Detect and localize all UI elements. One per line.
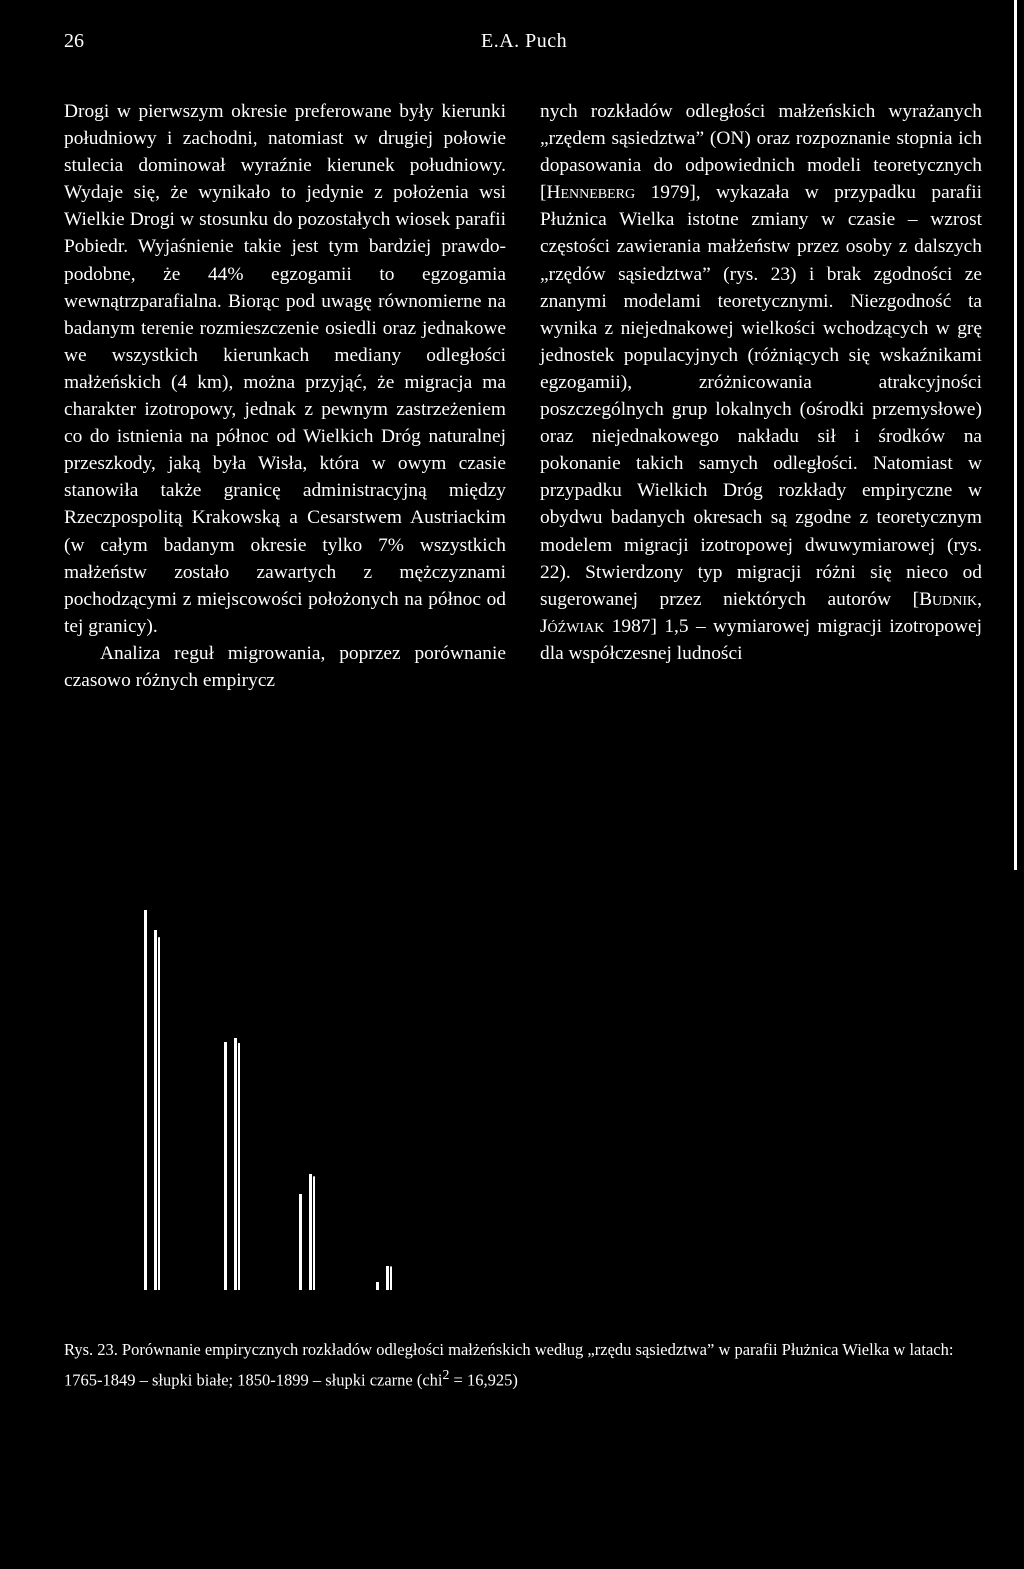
text-segment: 1987] 1,5 – wymiarowej migracji izotropowej dla współczesnej ludności xyxy=(540,615,982,664)
bar-white-2 xyxy=(299,1194,302,1290)
page-header xyxy=(0,30,1024,60)
bar-black-1 xyxy=(234,1038,237,1290)
bar-black-edge-0 xyxy=(158,937,160,1290)
text-segment: nych rozkładów odległości małżeńskich wyrażanych „rzędem sąsiedztwa” (ON) oraz rozpoznanie stopnia ich dopasowania do odpowiednich modeli teoretycznych [ xyxy=(540,101,982,204)
caption-label: Rys. 23. xyxy=(64,1340,118,1359)
page-edge-rule xyxy=(1014,0,1017,870)
caption-superscript: 2 xyxy=(442,1367,450,1382)
figure-bar-chart xyxy=(64,880,964,1300)
bar-black-edge-2 xyxy=(313,1176,315,1290)
running-head: E.A. Puch xyxy=(481,30,568,52)
figure-caption xyxy=(64,1337,976,1393)
bar-black-3 xyxy=(386,1266,389,1290)
caption-text-end: = 16,925) xyxy=(449,1370,518,1390)
paragraph-2: Analiza reguł migrowania, poprzez porównanie czasowo różnych empirycz xyxy=(64,642,506,691)
bar-black-2 xyxy=(309,1174,312,1290)
left-text-column xyxy=(64,98,506,694)
paragraph-1: Drogi w pierwszym okresie preferowane były kierunki południowy i zachodni, natomiast w drugiej połowie stulecia dominował wyraźnie kierunek południowy. Wydaje się, że wynikało to jedynie z położenia wsi Wielkie Drogi w stosunku do pozostałych wiosek parafii Pobiedr. Wyjaśnienie takie jest tym bardziej prawdopodobne, że 44% egzogamii to egzogamia wewnątrzparafialna. Biorąc pod uwagę równomierne na badanym terenie rozmieszczenie osiedli oraz jednakowe we wszystkich kierunkach mediany odległości małżeńskich (4 km), można przyjąć, że migracja ma charakter izotropowy, jednak z pewnym zastrzeżeniem co do istnienia na północ od Wielkich Dróg naturalnej przeszkody, jaką była Wisła, która w owym czasie stanowiła także granicę administracyjną między Rzeczpospolitą Krakowską a Cesarstwem Austriackim (w całym badanym okresie tylko 7% wszystkich małżeństw zostało zawartych z mężczyznami pochodzącymi z miejscowości położonych na północ od tej granicy). xyxy=(64,101,506,637)
bar-black-edge-3 xyxy=(390,1266,392,1290)
bar-white-1 xyxy=(224,1042,227,1290)
bar-black-0 xyxy=(154,930,157,1290)
text-segment: 1979], wykazała w przypadku parafii Płużnica Wielka istotne zmiany w czasie – wzrost częstości zawierania małżeństw przez osoby z dalszych „rzędów sąsiedztwa” (rys. 23) i brak zgodności ze znanymi modelami teoretycznymi. Niezgodność ta wynika z niejednakowej wielkości wchodzących w grę jednostek populacyjnych (różniących się wskaźnikami egzogamii), zróżnicowania atrakcyjności poszczególnych grup lokalnych (ośrodki przemysłowe) oraz niejednakowego nakładu sił i środków na pokonanie takich samych odległości. Natomiast w przypadku Wielkich Dróg rozkłady empiryczne w obydwu badanych okresach są zgodne z teoretycznym modelem migracji izotropowej dwuwymiarowej (rys. 22). Stwierdzony typ migracji różni się nieco od sugerowanej przez niektórych autorów [ xyxy=(540,182,982,610)
bar-white-0 xyxy=(144,910,147,1290)
bar-black-edge-1 xyxy=(238,1043,240,1290)
paragraph-continuation xyxy=(540,98,982,667)
bar-chart-svg xyxy=(64,880,964,1300)
bar-white-3 xyxy=(376,1282,379,1290)
citation-budnik-jozwiak: Budnik, Jóźwiak xyxy=(540,588,982,637)
citation-henneberg: Henneberg xyxy=(546,182,636,204)
right-text-column xyxy=(540,98,982,667)
caption-text: Porównanie empirycznych rozkładów odległości małżeńskich według „rzędu sąsiedztwa” w parafii Płużnica Wielka w latach: 1765-1849 – słupki białe; 1850-1899 – słupki czarne (chi xyxy=(64,1340,954,1390)
page-number: 26 xyxy=(64,30,84,52)
